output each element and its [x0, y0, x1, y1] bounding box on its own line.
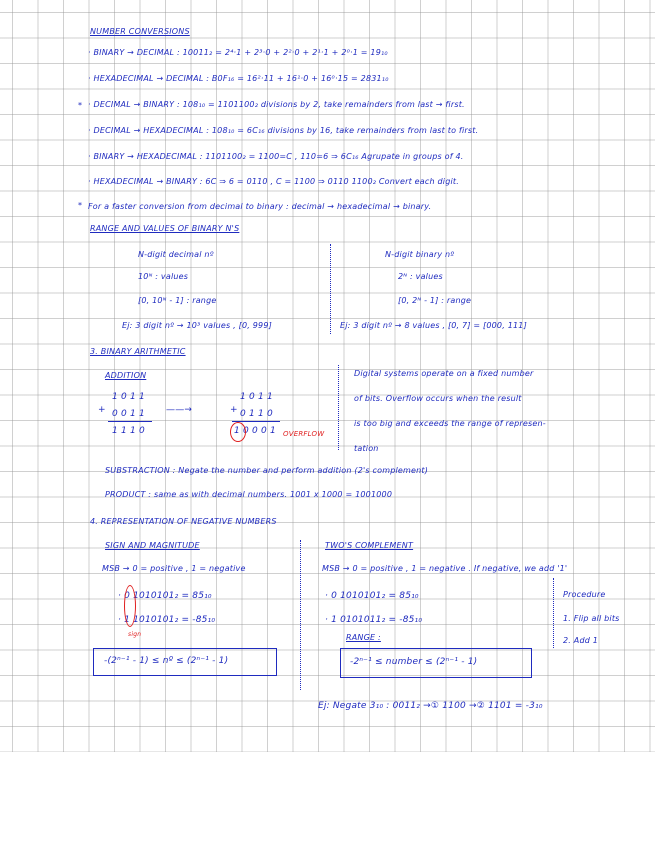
note-line-bin-hex: · BINARY → HEXADECIMAL : 1101100₂ = 1100=C , 110=6 ⇒ 6C₁₆ Agrupate in groups of 4.: [88, 152, 464, 161]
sum2-row-2: 0 1 1 0: [240, 409, 273, 419]
note-line-faster: For a faster conversion from decimal to binary : decimal → hexadecimal → binary.: [88, 202, 432, 211]
note-line-dec-bin: · DECIMAL → BINARY : 108₁₀ = 1101100₂ divisions by 2, take remainders from last → first.: [88, 100, 465, 109]
range-left-2: 10ᴺ : values: [138, 272, 189, 281]
sign-magnitude-positive: · 0 1010101₂ = 85₁₀: [118, 591, 212, 601]
subtraction-line: SUBSTRACTION : Negate the number and perform addition (2's complement): [105, 466, 429, 475]
range-right-1: N-digit binary nº: [385, 250, 455, 259]
sum1-result: 1 1 1 0: [112, 426, 145, 436]
sum1-row-1: 1 0 1 1: [112, 392, 145, 402]
star-mark: *: [78, 201, 83, 210]
range-left-1: N-digit decimal nº: [138, 250, 214, 259]
range-right-4: Ej: 3 digit nº → 8 values , [0, 7] = [000, 111]: [340, 321, 527, 330]
overflow-note-4: tation: [354, 444, 379, 453]
procedure-divider: [553, 578, 554, 648]
section-heading-arithmetic: 3. BINARY ARITHMETIC: [90, 347, 186, 356]
note-line-dec-hex: · DECIMAL → HEXADECIMAL : 108₁₀ = 6C₁₆ divisions by 16, take remainders from last to first.: [88, 126, 479, 135]
twos-complement-msb: MSB → 0 = positive , 1 = negative . If negative, we add '1': [322, 564, 568, 573]
sign-magnitude-title: SIGN AND MAGNITUDE: [105, 541, 200, 550]
addition-label: ADDITION: [105, 371, 147, 380]
sign-magnitude-msb: MSB → 0 = positive , 1 = negative: [102, 564, 246, 573]
plus-sign: +: [230, 405, 238, 415]
range-left-3: [0, 10ᴺ - 1] : range: [138, 296, 217, 305]
column-divider: [338, 365, 339, 450]
twos-complement-example: Ej: Negate 3₁₀ : 0011₂ →① 1100 →② 1101 = -3₁₀: [318, 701, 543, 711]
twos-complement-positive: · 0 1010101₂ = 85₁₀: [325, 591, 419, 601]
twos-complement-negative: · 1 0101011₂ = -85₁₀: [325, 615, 423, 625]
overflow-circle: [230, 422, 246, 442]
range-left-4: Ej: 3 digit nº → 10³ values , [0, 999]: [122, 321, 272, 330]
sum2-row-1: 1 0 1 1: [240, 392, 273, 402]
range-right-2: 2ᴺ : values: [398, 272, 443, 281]
note-line-hex-dec: · HEXADECIMAL → DECIMAL : B0F₁₆ = 16²·11 + 16¹·0 + 16⁰·15 = 2831₁₀: [88, 74, 389, 83]
twos-complement-range: -2ⁿ⁻¹ ≤ number ≤ (2ⁿ⁻¹ - 1): [350, 657, 478, 667]
product-line: PRODUCT : same as with decimal numbers. 1001 x 1000 = 1001000: [105, 490, 393, 499]
sign-bit-circle: [124, 585, 136, 627]
section-heading-negative: 4. REPRESENTATION OF NEGATIVE NUMBERS: [90, 517, 277, 526]
section-heading-range: RANGE AND VALUES OF BINARY N'S: [90, 224, 240, 233]
sign-magnitude-negative: · 1 1010101₂ = -85₁₀: [118, 615, 216, 625]
twos-complement-range-label: RANGE :: [346, 633, 381, 642]
column-divider: [330, 244, 331, 334]
overflow-note-3: is too big and exceeds the range of represen-: [354, 419, 546, 428]
section-heading-number-conversions: NUMBER CONVERSIONS: [90, 27, 190, 36]
procedure-title: Procedure: [563, 590, 606, 599]
overflow-note-1: Digital systems operate on a fixed number: [354, 369, 534, 378]
sum1-rule: [108, 421, 152, 422]
sum1-row-2: 0 0 1 1: [112, 409, 145, 419]
procedure-step-1: 1. Flip all bits: [563, 614, 620, 623]
overflow-label: OVERFLOW: [283, 430, 325, 438]
twos-complement-title: TWO'S COMPLEMENT: [325, 541, 414, 550]
sign-label: sign: [128, 631, 142, 638]
arrow: ——→: [166, 405, 193, 415]
overflow-note-2: of bits. Overflow occurs when the result: [354, 394, 522, 403]
note-line-bin-dec: · BINARY → DECIMAL : 10011₂ = 2⁴·1 + 2³·0 + 2²·0 + 2¹·1 + 2⁰·1 = 19₁₀: [88, 48, 388, 57]
procedure-step-2: 2. Add 1: [563, 636, 599, 645]
star-mark: *: [78, 101, 83, 110]
note-line-hex-bin: · HEXADECIMAL → BINARY : 6C ⇒ 6 = 0110 , C = 1100 ⇒ 0110 1100₂ Convert each digit.: [88, 177, 459, 186]
range-right-3: [0, 2ᴺ - 1] : range: [398, 296, 472, 305]
sum2-result: 1 0 0 0 1: [234, 426, 276, 436]
column-divider: [300, 540, 301, 690]
sign-magnitude-range: -(2ⁿ⁻¹ - 1) ≤ nº ≤ (2ⁿ⁻¹ - 1): [104, 656, 229, 666]
plus-sign: +: [98, 405, 106, 415]
